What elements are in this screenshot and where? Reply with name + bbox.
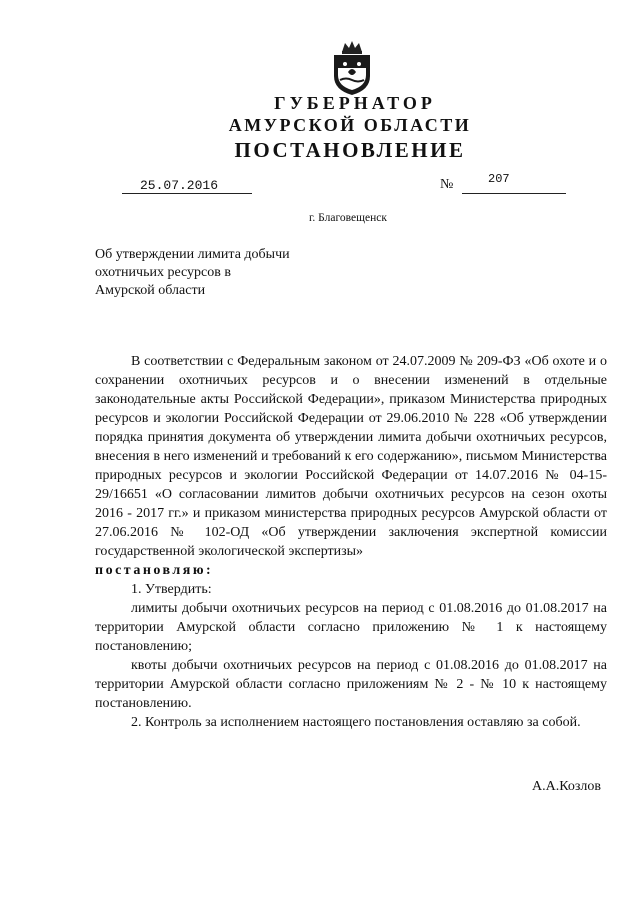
item-1b-paragraph: квоты добычи охотничьих ресурсов на период с 01.08.2016 до 01.08.2017 на территории Амурской области согласно приложениям № 2 - № 10 к настоящему постановлению. — [95, 658, 607, 711]
city: г. Благовещенск — [309, 212, 387, 224]
number-underline — [462, 193, 566, 194]
document-number: 207 — [488, 172, 510, 186]
subject-line: Амурской области — [95, 283, 206, 298]
document-title: ПОСТАНОВЛЕНИЕ — [234, 138, 466, 162]
date-underline — [122, 193, 252, 194]
document-date: 25.07.2016 — [140, 178, 219, 193]
signature-name: А.А.Козлов — [532, 779, 601, 794]
document-subject — [95, 246, 325, 300]
item-2-paragraph: 2. Контроль за исполнением настоящего постановления оставляю за собой. — [131, 715, 581, 730]
item-1a-paragraph: лимиты добычи охотничьих ресурсов на период с 01.08.2016 до 01.08.2017 на территории Амурской области согласно приложению № 1 к настоящему постановлению; — [95, 601, 607, 654]
amur-coat-of-arms-icon — [328, 38, 376, 96]
document-body — [95, 352, 607, 732]
header-region: АМУРСКОЙ ОБЛАСТИ — [228, 115, 472, 135]
number-label: № — [440, 177, 454, 192]
header-governor: ГУБЕРНАТОР — [274, 93, 436, 113]
preamble-paragraph: В соответствии с Федеральным законом от 24.07.2009 № 209-ФЗ «Об охоте и о сохранении охотничьих ресурсов и о внесении изменений в отдельные законодательные акты Российской Федерации», приказом Министерства природных ресурсов и экологии Российской Федерации от 29.06.2010 № 228 «Об утверждении порядка принятия документа об утверждении лимита добычи охотничьих ресурсов, внесения в него изменений и требований к его содержанию», письмом Министерства природных ресурсов и экологии Российской Федерации от 14.07.2016 № 04-15-29/16651 «О согласовании лимитов добычи охотничьих ресурсов на сезон охоты 2016 - 2017 гг.» и приказом министерства природных ресурсов Амурской области от 27.06.2016 № 102-ОД «Об утверждении заключения экспертной комиссии государственной экологической экспертизы» — [95, 354, 607, 559]
subject-line: Об утверждении лимита добычи — [95, 247, 290, 262]
item-1-heading: 1. Утвердить: — [131, 582, 212, 597]
decree-word: постановляю: — [95, 563, 214, 578]
subject-line: охотничьих ресурсов в — [95, 265, 231, 280]
